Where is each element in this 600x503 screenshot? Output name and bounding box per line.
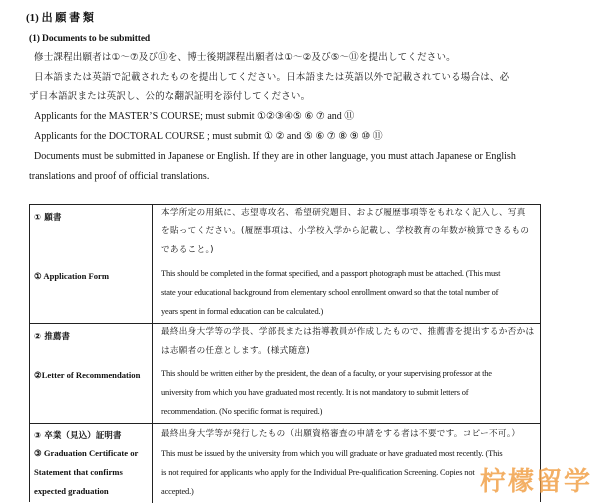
row-text-en: is not required for applicants who apply for the Individual Pre-qualification Screening. Copies not — [161, 468, 475, 477]
row-label-jp: ③ 卒業（見込）証明書 — [34, 430, 122, 440]
row-text-jp: は志願者の任意とします。(様式随意) — [161, 346, 310, 356]
doctoral-requirement: Applicants for the DOCTORAL COURSE ; must submit ① ② and ⑤ ⑥ ⑦ ⑧ ⑨ ⑩ ⑪ — [34, 131, 383, 142]
row-content-cell — [153, 324, 540, 423]
row-content-cell — [153, 205, 540, 323]
row-label-cell — [30, 424, 153, 503]
row-label-en: ②Letter of Recommendation — [34, 370, 141, 380]
table-row — [30, 424, 540, 503]
row-text-jp: 本学所定の用紙に、志望専攻名、希望研究題目、および履歴事項等をもれなく記入し、写真 — [161, 208, 526, 218]
row-label-cell — [30, 205, 153, 323]
jp-instruction-2: 日本語または英語で記載されたものを提出してください。日本語または英語以外で記載されている場合は、必 — [34, 72, 510, 83]
row-label-cell — [30, 324, 153, 423]
row-text-en: This should be written either by the president, the dean of a faculty, or your supervising professor at the — [161, 369, 492, 378]
row-label-en: expected graduation — [34, 486, 109, 496]
jp-instruction-3: ず日本語訳または英訳し、公的な翻訳証明を添付してください。 — [29, 91, 311, 102]
row-label-en: ③ Graduation Certificate or — [34, 448, 139, 458]
en-instruction-2: translations and proof of official translations. — [29, 171, 210, 182]
table-row — [30, 324, 540, 424]
masters-requirement: Applicants for the MASTER’S COURSE; must submit ①②③④⑤ ⑥ ⑦ and ⑪ — [34, 111, 355, 122]
row-text-en: This must be issued by the university from which you will graduate or have graduated most recently. (This — [161, 449, 503, 458]
watermark-logo: 柠檬留学 — [479, 467, 592, 497]
row-text-en: This should be completed in the format specified, and a passport photograph must be attached. (This must — [161, 269, 501, 278]
section-subtitle: (1) Documents to be submitted — [29, 34, 151, 44]
row-text-en: recommendation. (No specific format is required.) — [161, 407, 323, 416]
en-instruction-1: Documents must be submitted in Japanese or English. If they are in other language, you must attach Japanese or English — [34, 151, 516, 162]
row-text-jp: を貼ってください。(履歴事項は、小学校入学から記載し、学校教育の年数が検算できるもの — [161, 226, 530, 236]
row-text-en: state your educational background from elementary school enrollment onward so that the total number of — [161, 288, 499, 297]
row-label-jp: ② 推薦書 — [34, 331, 71, 341]
table-row — [30, 205, 540, 324]
row-text-en: accepted.) — [161, 487, 194, 496]
row-text-jp: 最終出身大学等の学長、学部長または指導教員が作成したもので、推薦書を提出するか否かは — [161, 327, 535, 337]
section-title: (1) 出 願 書 類 — [26, 12, 94, 24]
jp-instruction-1: 修士課程出願者は①〜⑦及び⑪を、博士後期課程出願者は①〜②及び⑤〜⑪を提出してください。 — [34, 52, 456, 63]
row-label-jp: ① 願書 — [34, 212, 62, 222]
row-text-en: university from which you have graduated most recently. It is not mandatory to submit letters of — [161, 388, 469, 397]
row-text-en: years spent in formal education can be calculated.) — [161, 307, 324, 316]
row-text-jp: 最終出身大学等が発行したもの（出願資格審査の申請をする者は不要です。コピー不可。） — [161, 429, 521, 439]
documents-table — [29, 204, 541, 502]
row-text-jp: であること。) — [161, 245, 214, 255]
row-label-en: ① Application Form — [34, 271, 110, 281]
row-label-en: Statement that confirms — [34, 467, 123, 477]
